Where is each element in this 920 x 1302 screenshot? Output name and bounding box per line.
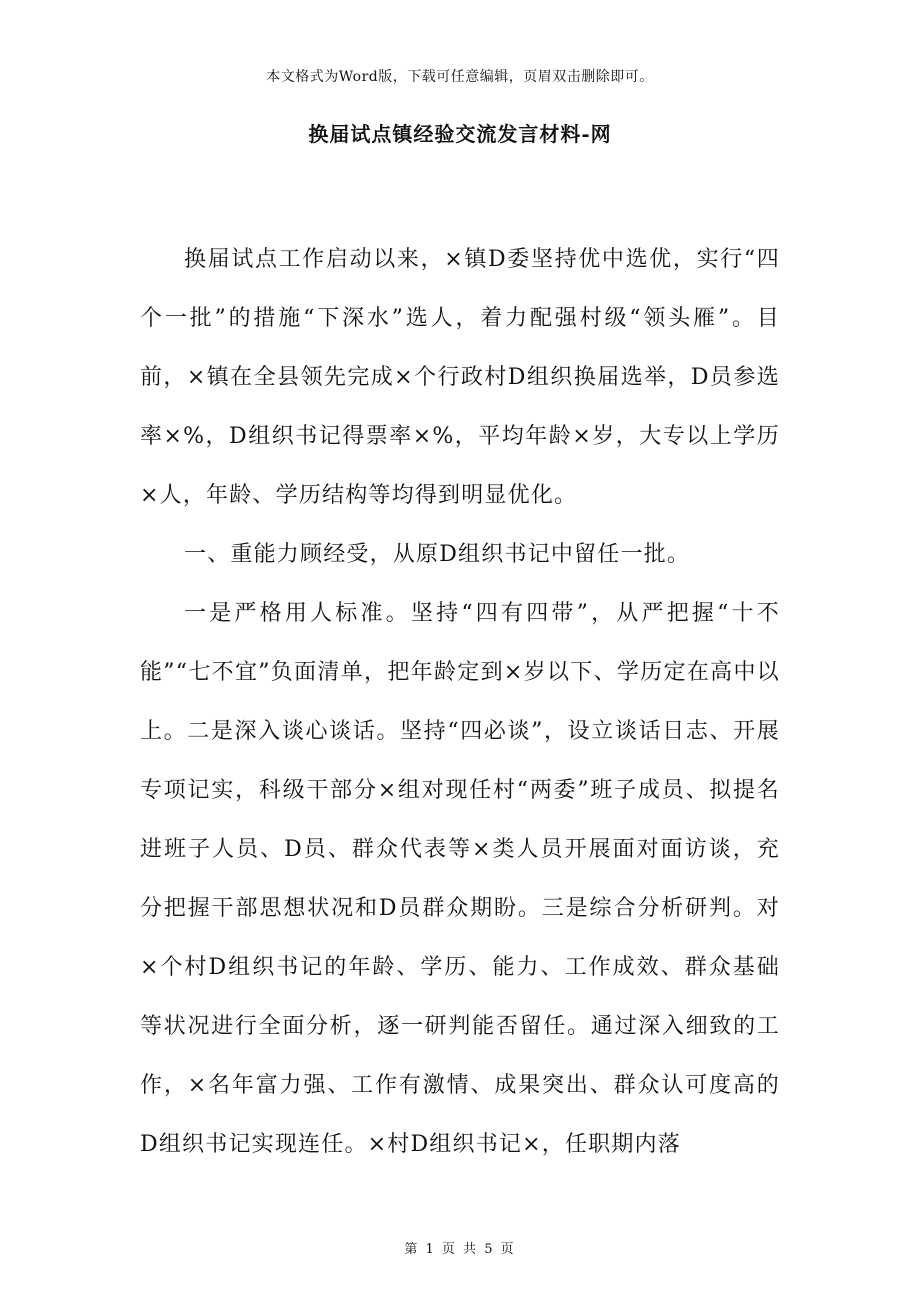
page-footer: 第 1 页 共 5 页 xyxy=(404,1242,516,1257)
paragraph-section-content: 一是严格用人标准。坚持“四有四带”，从严把握“十不能”“七不宜”负面清单，把年龄定到×岁以下、学历定在高中以上。二是深入谈心谈话。坚持“四必谈”，设立谈话日志、开展专项记实，科级干部分×组对现任村“两委”班子成员、拟提名进班子人员、D员、群众代表等×类人员开展面对面访谈，充分把握干部思想状况和D员群众期盼。三是综合分析研判。对×个村D组织书记的年龄、学历、能力、工作成效、群众基础等状况进行全面分析，逐一研判能否留任。通过深入细致的工作，×名年富力强、工作有激情、成果突出、群众认可度高的D组织书记实现连任。×村D组织书记×，任职期内落 xyxy=(140,601,780,1157)
document-title: 换届试点镇经验交流发言材料-网 xyxy=(308,122,612,146)
page-header-note: 本文格式为Word版，下载可任意编辑，页眉双击删除即可。 xyxy=(266,69,654,85)
paragraph-section-heading: 一、重能力顾经受，从原D组织书记中留任一批。 xyxy=(184,542,691,567)
document-body xyxy=(140,230,780,1174)
paragraph-intro: 换届试点工作启动以来，×镇D委坚持优中选优，实行“四个一批”的措施“下深水”选人，着力配强村级“领头雁”。目前，×镇在全县领先完成×个行政村D组织换届选举，D员参选率×%，D组织书记得票率×%，平均年龄×岁，大专以上学历×人，年龄、学历结构等均得到明显优化。 xyxy=(140,247,780,508)
